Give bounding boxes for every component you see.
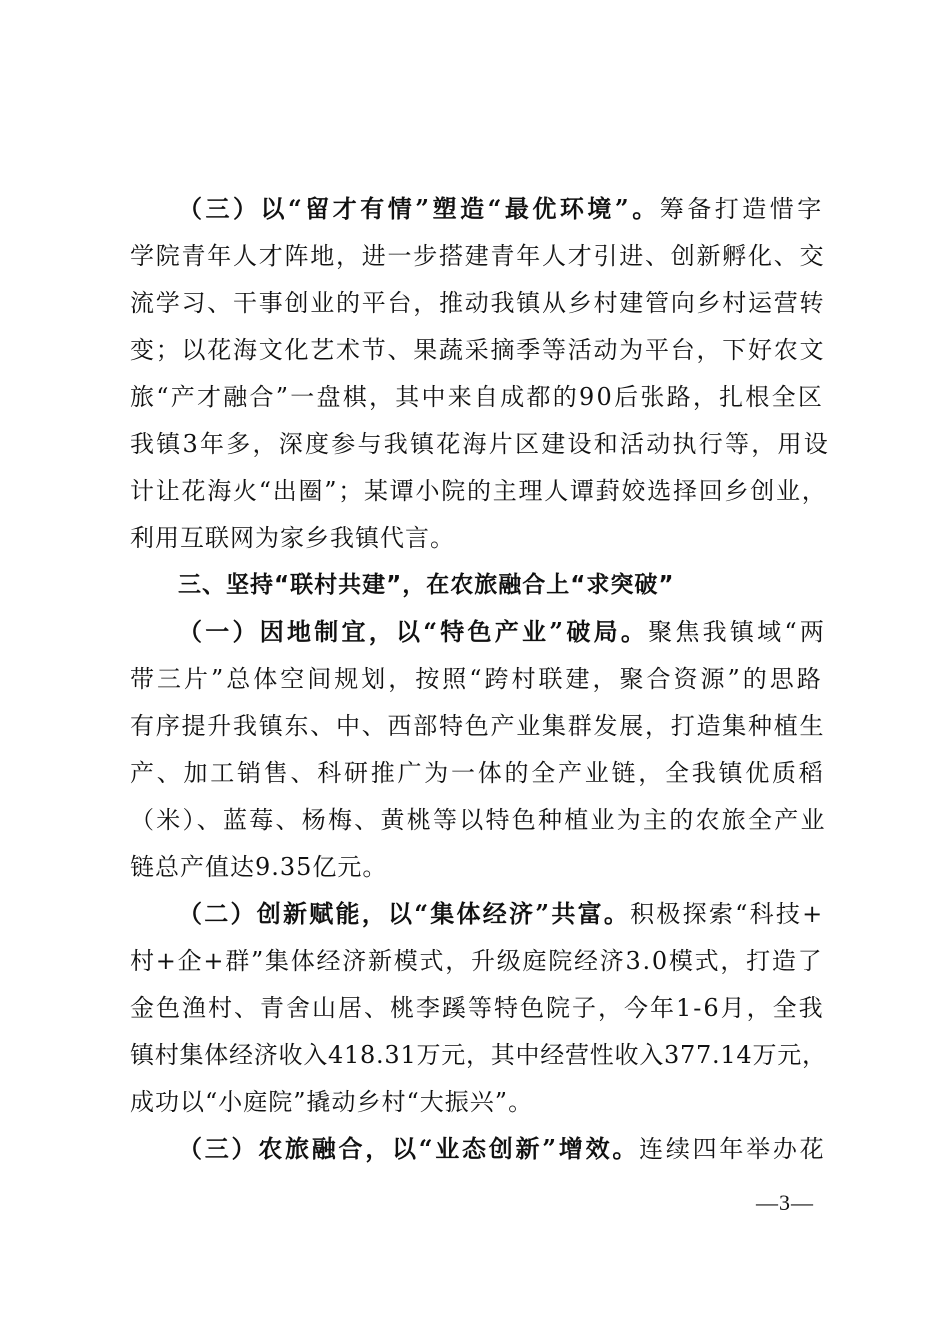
paragraph-line: 村+企+群”集体经济新模式，升级庭院经济3.0模式，打造了 — [130, 947, 824, 975]
paragraph-text: 聚焦我镇域“两 — [648, 618, 828, 646]
section-heading: 三、坚持“联村共建”，在农旅融合上“求突破” — [178, 572, 675, 598]
paragraph-text: 筹备打造惜字 — [659, 195, 825, 223]
paragraph-line: 学院青年人才阵地，进一步搭建青年人才引进、创新孵化、交 — [130, 242, 826, 270]
paragraph-line: 变；以花海文化艺术节、果蔬采摘季等活动为平台，下好农文 — [130, 336, 826, 364]
paragraph-line: 旅“产才融合”一盘棋，其中来自成都的90后张路，扎根全区 — [130, 383, 825, 411]
paragraph-line — [178, 616, 830, 648]
paragraph-line: 有序提升我镇东、中、西部特色产业集群发展，打造集种植生 — [130, 712, 826, 740]
paragraph-line: 镇村集体经济收入418.31万元，其中经营性收入377.14万元， — [130, 1041, 827, 1069]
paragraph-line: 产、加工销售、科研推广为一体的全产业链，全我镇优质稻 — [130, 759, 826, 787]
paragraph-line — [178, 898, 830, 930]
paragraph-line: 计让花海火“出圈”；某谭小院的主理人谭葑姣选择回乡创业， — [130, 477, 828, 505]
paragraph-line — [178, 1133, 830, 1165]
paragraph-line: 成功以“小庭院”撬动乡村“大振兴”。 — [130, 1088, 534, 1116]
paragraph-line: 链总产值达9.35亿元。 — [130, 853, 388, 881]
paragraph-lead: （三）农旅融合，以“业态创新”增效。 — [178, 1134, 640, 1163]
page-number: —3— — [756, 1190, 814, 1215]
paragraph-lead: （一）因地制宜，以“特色产业”破局。 — [178, 617, 649, 646]
paragraph-line: 我镇3年多，深度参与我镇花海片区建设和活动执行等，用设 — [130, 430, 831, 458]
paragraph-line — [178, 193, 830, 225]
paragraph-line: 利用互联网为家乡我镇代言。 — [130, 524, 455, 552]
paragraph-line: 金色渔村、青舍山居、桃李蹊等特色院子，今年1-6月，全我 — [130, 994, 825, 1022]
paragraph-text: 积极探索“科技+ — [630, 900, 825, 928]
paragraph-line: （米）、蓝莓、杨梅、黄桃等以特色种植业为主的农旅全产业 — [130, 806, 827, 834]
paragraph-line: 带三片”总体空间规划，按照“跨村联建，聚合资源”的思路 — [130, 665, 824, 693]
paragraph-text: 连续四年举办花 — [639, 1135, 827, 1163]
paragraph-lead: （三）以“留才有情”塑造“最优环境”。 — [178, 194, 660, 223]
paragraph-line: 流学习、干事创业的平台，推动我镇从乡村建管向乡村运营转 — [130, 289, 826, 317]
paragraph-lead: （二）创新赋能，以“集体经济”共富。 — [178, 899, 631, 928]
